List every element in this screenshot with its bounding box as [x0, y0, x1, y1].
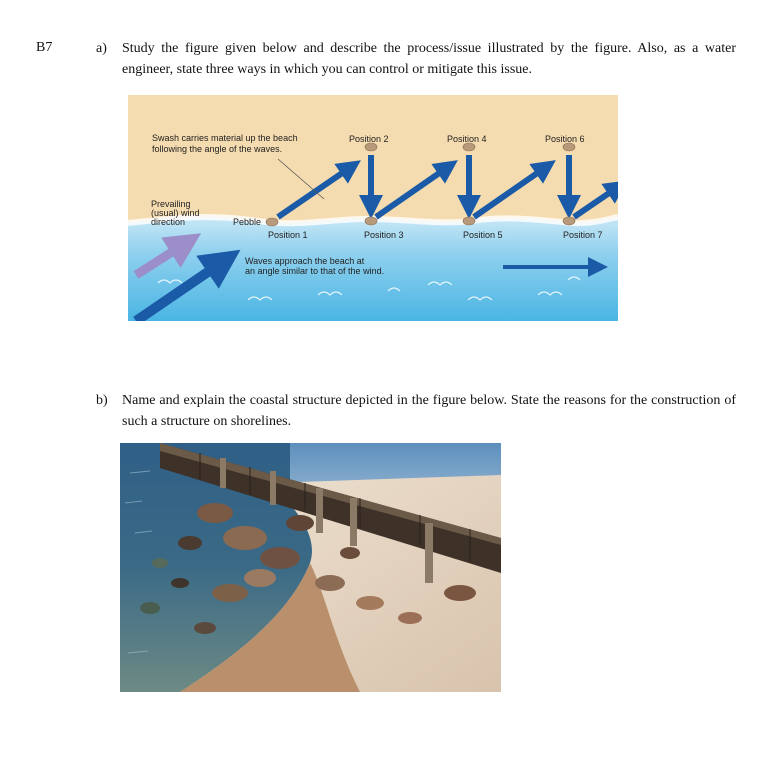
part-b-label: b) [96, 393, 108, 408]
pebble-7 [563, 217, 575, 225]
part-a [96, 38, 736, 82]
part-b [96, 390, 736, 434]
longshore-drift-svg [128, 95, 618, 321]
waves-note-line2: an angle similar to that of the wind. [245, 266, 385, 276]
pebble-6 [563, 143, 575, 151]
pebble-1 [266, 218, 278, 226]
longshore-drift-diagram [128, 95, 618, 321]
wind-label-line2: (usual) wind [151, 208, 200, 218]
position-5-label: Position 5 [463, 230, 503, 240]
groyne-photo [120, 443, 501, 692]
swash-note-line1: Swash carries material up the beach [152, 133, 298, 143]
position-4-label: Position 4 [447, 134, 487, 144]
pebble-3 [365, 217, 377, 225]
position-7-label: Position 7 [563, 230, 603, 240]
question-number: B7 [36, 40, 53, 55]
pebble-2 [365, 143, 377, 151]
part-a-text: Study the figure given below and describe the process/issue illustrated by the figure. Also, as a water engineer, state three ways in which you can control or mitigate this issue. [122, 41, 736, 77]
wind-label-line3: direction [151, 217, 186, 227]
pebble-5 [463, 217, 475, 225]
position-1-label: Position 1 [268, 230, 308, 240]
swash-note-line2: following the angle of the waves. [152, 144, 283, 154]
part-b-text: Name and explain the coastal structure depicted in the figure below. State the reasons for the construction of such a structure on shorelines. [122, 393, 736, 429]
groyne-photo-svg [120, 443, 501, 692]
waves-note-line1: Waves approach the beach at [245, 256, 365, 266]
pebble-label: Pebble [233, 217, 262, 227]
part-a-label: a) [96, 41, 107, 56]
pebble-4 [463, 143, 475, 151]
position-2-label: Position 2 [349, 134, 389, 144]
wind-label-line1: Prevailing [151, 199, 191, 209]
position-6-label: Position 6 [545, 134, 585, 144]
position-3-label: Position 3 [364, 230, 404, 240]
